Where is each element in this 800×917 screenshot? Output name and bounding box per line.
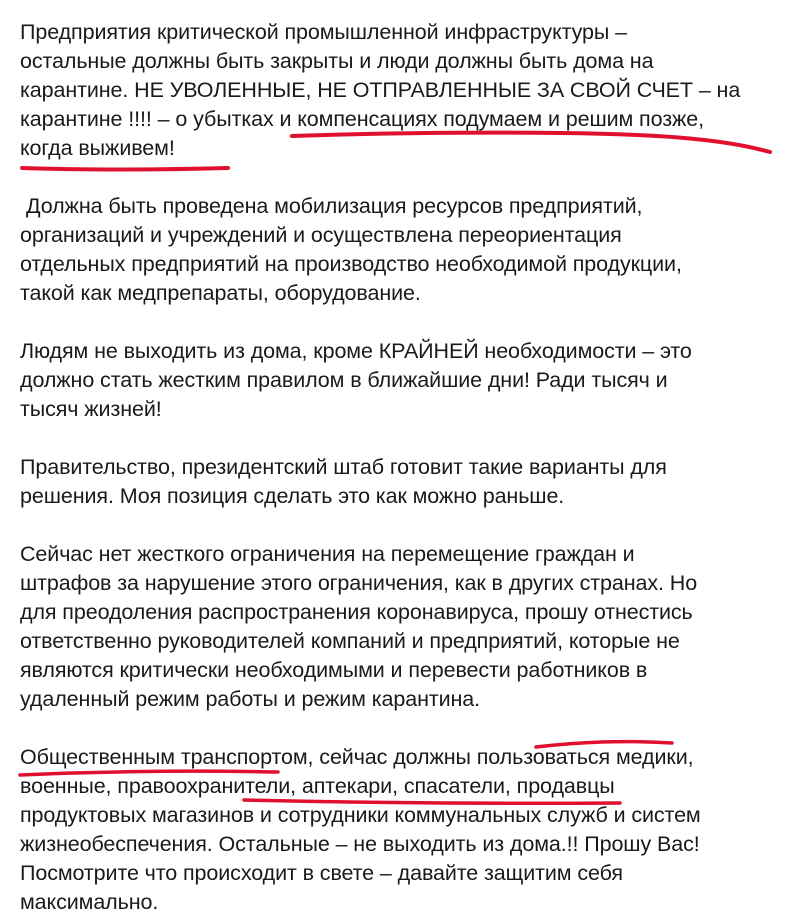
text-line: отдельных предприятий на производство необходимой продукции, xyxy=(20,252,682,276)
paragraph-6 xyxy=(20,743,790,917)
text-line: жизнеобеспечения. Остальные – не выходить из дома.!! Прошу Вас! xyxy=(20,832,700,856)
paragraph-3 xyxy=(20,337,790,424)
text-line: такой как медпрепараты, оборудование. xyxy=(20,281,421,305)
text-line: Предприятия критической промышленной инфраструктуры – xyxy=(20,20,627,44)
text-line: карантине. НЕ УВОЛЕННЫЕ, НЕ ОТПРАВЛЕННЫЕ ЗА СВОЙ СЧЕТ – на xyxy=(20,78,741,102)
text-line: военные, правоохранители, аптекари, спасатели, продавцы xyxy=(20,774,615,798)
text-line: являются критически необходимыми и перевести работников в xyxy=(20,658,648,682)
text-line: для преодоления распространения коронавируса, прошу отнестись xyxy=(20,600,693,624)
text-line: карантине !!!! – о убытках и компенсациях подумаем и решим позже, xyxy=(20,107,704,131)
text-line: удаленный режим работы и режим карантина. xyxy=(20,687,481,711)
paragraph-1 xyxy=(20,18,790,163)
text-line: максимально. xyxy=(20,890,159,914)
text-line: продуктовых магазинов и сотрудники коммунальных служб и систем xyxy=(20,803,701,827)
text-line: тысяч жизней! xyxy=(20,397,162,421)
text-line: Правительство, президентский штаб готовит такие варианты для xyxy=(20,455,667,479)
text-line: когда выживем! xyxy=(20,136,175,160)
text-line: решения. Моя позиция сделать это как можно раньше. xyxy=(20,484,565,508)
text-line: Людям не выходить из дома, кроме КРАЙНЕЙ необходимости – это xyxy=(20,339,692,363)
text-line: организаций и учреждений и осуществлена переориентация xyxy=(20,223,622,247)
text-line: Сейчас нет жесткого ограничения на перемещение граждан и xyxy=(20,542,635,566)
text-line: ответственно руководителей компаний и предприятий, которые не xyxy=(20,629,680,653)
document-body xyxy=(20,18,790,917)
paragraph-4 xyxy=(20,453,790,511)
text-line: должно стать жестким правилом в ближайшие дни! Ради тысяч и xyxy=(20,368,668,392)
text-line: остальные должны быть закрыты и люди должны быть дома на xyxy=(20,49,654,73)
paragraph-2 xyxy=(20,192,790,308)
paragraph-5 xyxy=(20,540,790,714)
text-line: Общественным транспортом, сейчас должны пользоваться медики, xyxy=(20,745,694,769)
text-line: Должна быть проведена мобилизация ресурсов предприятий, xyxy=(26,194,643,218)
text-line: Посмотрите что происходит в свете – давайте защитим себя xyxy=(20,861,623,885)
text-line: штрафов за нарушение этого ограничения, как в других странах. Но xyxy=(20,571,698,595)
